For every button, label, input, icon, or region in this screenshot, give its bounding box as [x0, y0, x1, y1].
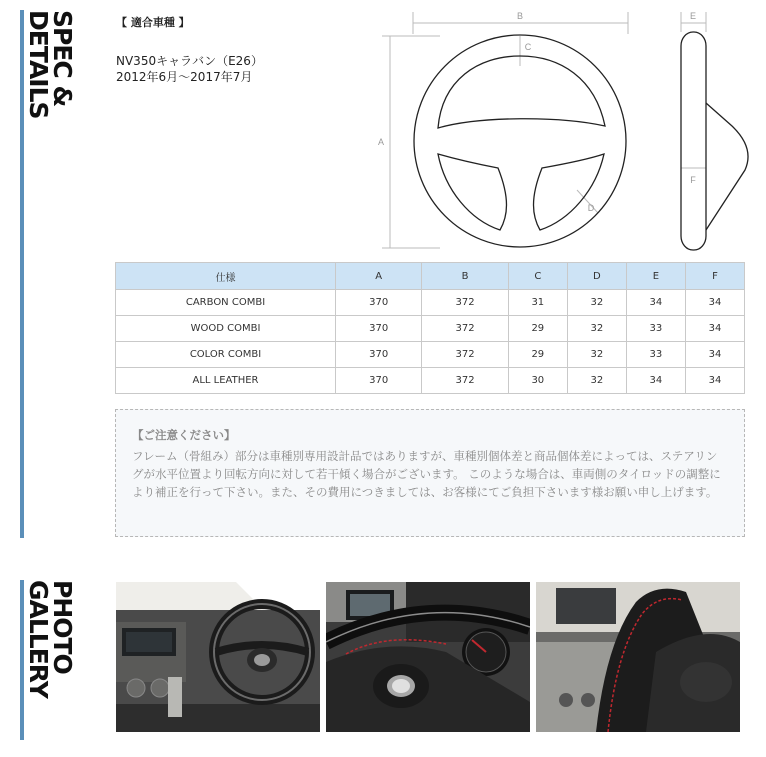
fitment-years: 2012年6月～2017年7月	[116, 70, 253, 84]
table-cell: 33	[626, 342, 685, 368]
table-cell: 34	[685, 342, 744, 368]
leather-grip-closeup-photo[interactable]	[536, 582, 740, 732]
spec-header-cell: C	[508, 263, 567, 290]
table-cell: 29	[508, 316, 567, 342]
table-cell: 32	[567, 342, 626, 368]
table-cell: ALL LEATHER	[116, 368, 336, 394]
spec-header-cell: F	[685, 263, 744, 290]
table-cell: 372	[422, 316, 508, 342]
table-cell: 372	[422, 368, 508, 394]
caution-notice	[115, 409, 745, 537]
table-cell: CARBON COMBI	[116, 290, 336, 316]
spec-header-cell: 仕様	[116, 263, 336, 290]
table-cell: 372	[422, 290, 508, 316]
caution-title: 【ご注意ください】	[132, 428, 236, 442]
spec-header-cell: A	[336, 263, 422, 290]
table-cell: 34	[626, 290, 685, 316]
table-cell: 32	[567, 316, 626, 342]
table-cell: 34	[685, 316, 744, 342]
spec-header-cell: D	[567, 263, 626, 290]
fitment-model: NV350キャラバン（E26）	[116, 54, 263, 68]
steering-dimension-diagram	[370, 8, 760, 258]
dim-label-c: C	[524, 42, 532, 52]
table-cell: 372	[422, 342, 508, 368]
table-row	[116, 342, 745, 368]
dim-label-f: F	[690, 175, 696, 185]
table-row	[116, 290, 745, 316]
table-cell: 34	[626, 368, 685, 394]
table-cell: 370	[336, 290, 422, 316]
spec-table-header-row	[116, 263, 745, 290]
photo-gallery-title: PHOTO GALLERY	[24, 580, 77, 698]
table-cell: COLOR COMBI	[116, 342, 336, 368]
dim-label-b: B	[516, 11, 524, 21]
table-cell: WOOD COMBI	[116, 316, 336, 342]
steering-wheel-closeup-photo[interactable]	[326, 582, 530, 732]
table-cell: 34	[685, 290, 744, 316]
table-cell: 32	[567, 368, 626, 394]
dim-label-e: E	[689, 11, 697, 21]
table-row	[116, 368, 745, 394]
spec-table	[115, 262, 745, 394]
caution-body: フレーム（骨組み）部分は車種別専用設計品ではありますが、車種別個体差と商品個体差によっては、ステアリングが水平位置より回転方向に対して若干傾く場合がございます。 このような場合は、車両側のタイロッドの調整により補正を行って下さい。また、その費用につきましては、お客様にてご負担下さいます様お願い申し上げます。	[132, 449, 721, 499]
table-cell: 34	[685, 368, 744, 394]
interior-dashboard-photo[interactable]	[116, 582, 320, 732]
dim-label-a: A	[377, 137, 385, 147]
table-cell: 30	[508, 368, 567, 394]
dim-label-d: D	[587, 203, 595, 213]
table-cell: 370	[336, 368, 422, 394]
table-cell: 370	[336, 342, 422, 368]
spec-header-cell: E	[626, 263, 685, 290]
table-cell: 33	[626, 316, 685, 342]
spec-details-heading	[20, 10, 77, 538]
photo-gallery-heading	[20, 580, 77, 740]
spec-details-title: SPEC & DETAILS	[24, 10, 77, 119]
table-cell: 29	[508, 342, 567, 368]
spec-header-cell: B	[422, 263, 508, 290]
fitment-title: 【 適合車種 】	[116, 16, 190, 29]
table-cell: 370	[336, 316, 422, 342]
table-cell: 32	[567, 290, 626, 316]
table-cell: 31	[508, 290, 567, 316]
table-row	[116, 316, 745, 342]
